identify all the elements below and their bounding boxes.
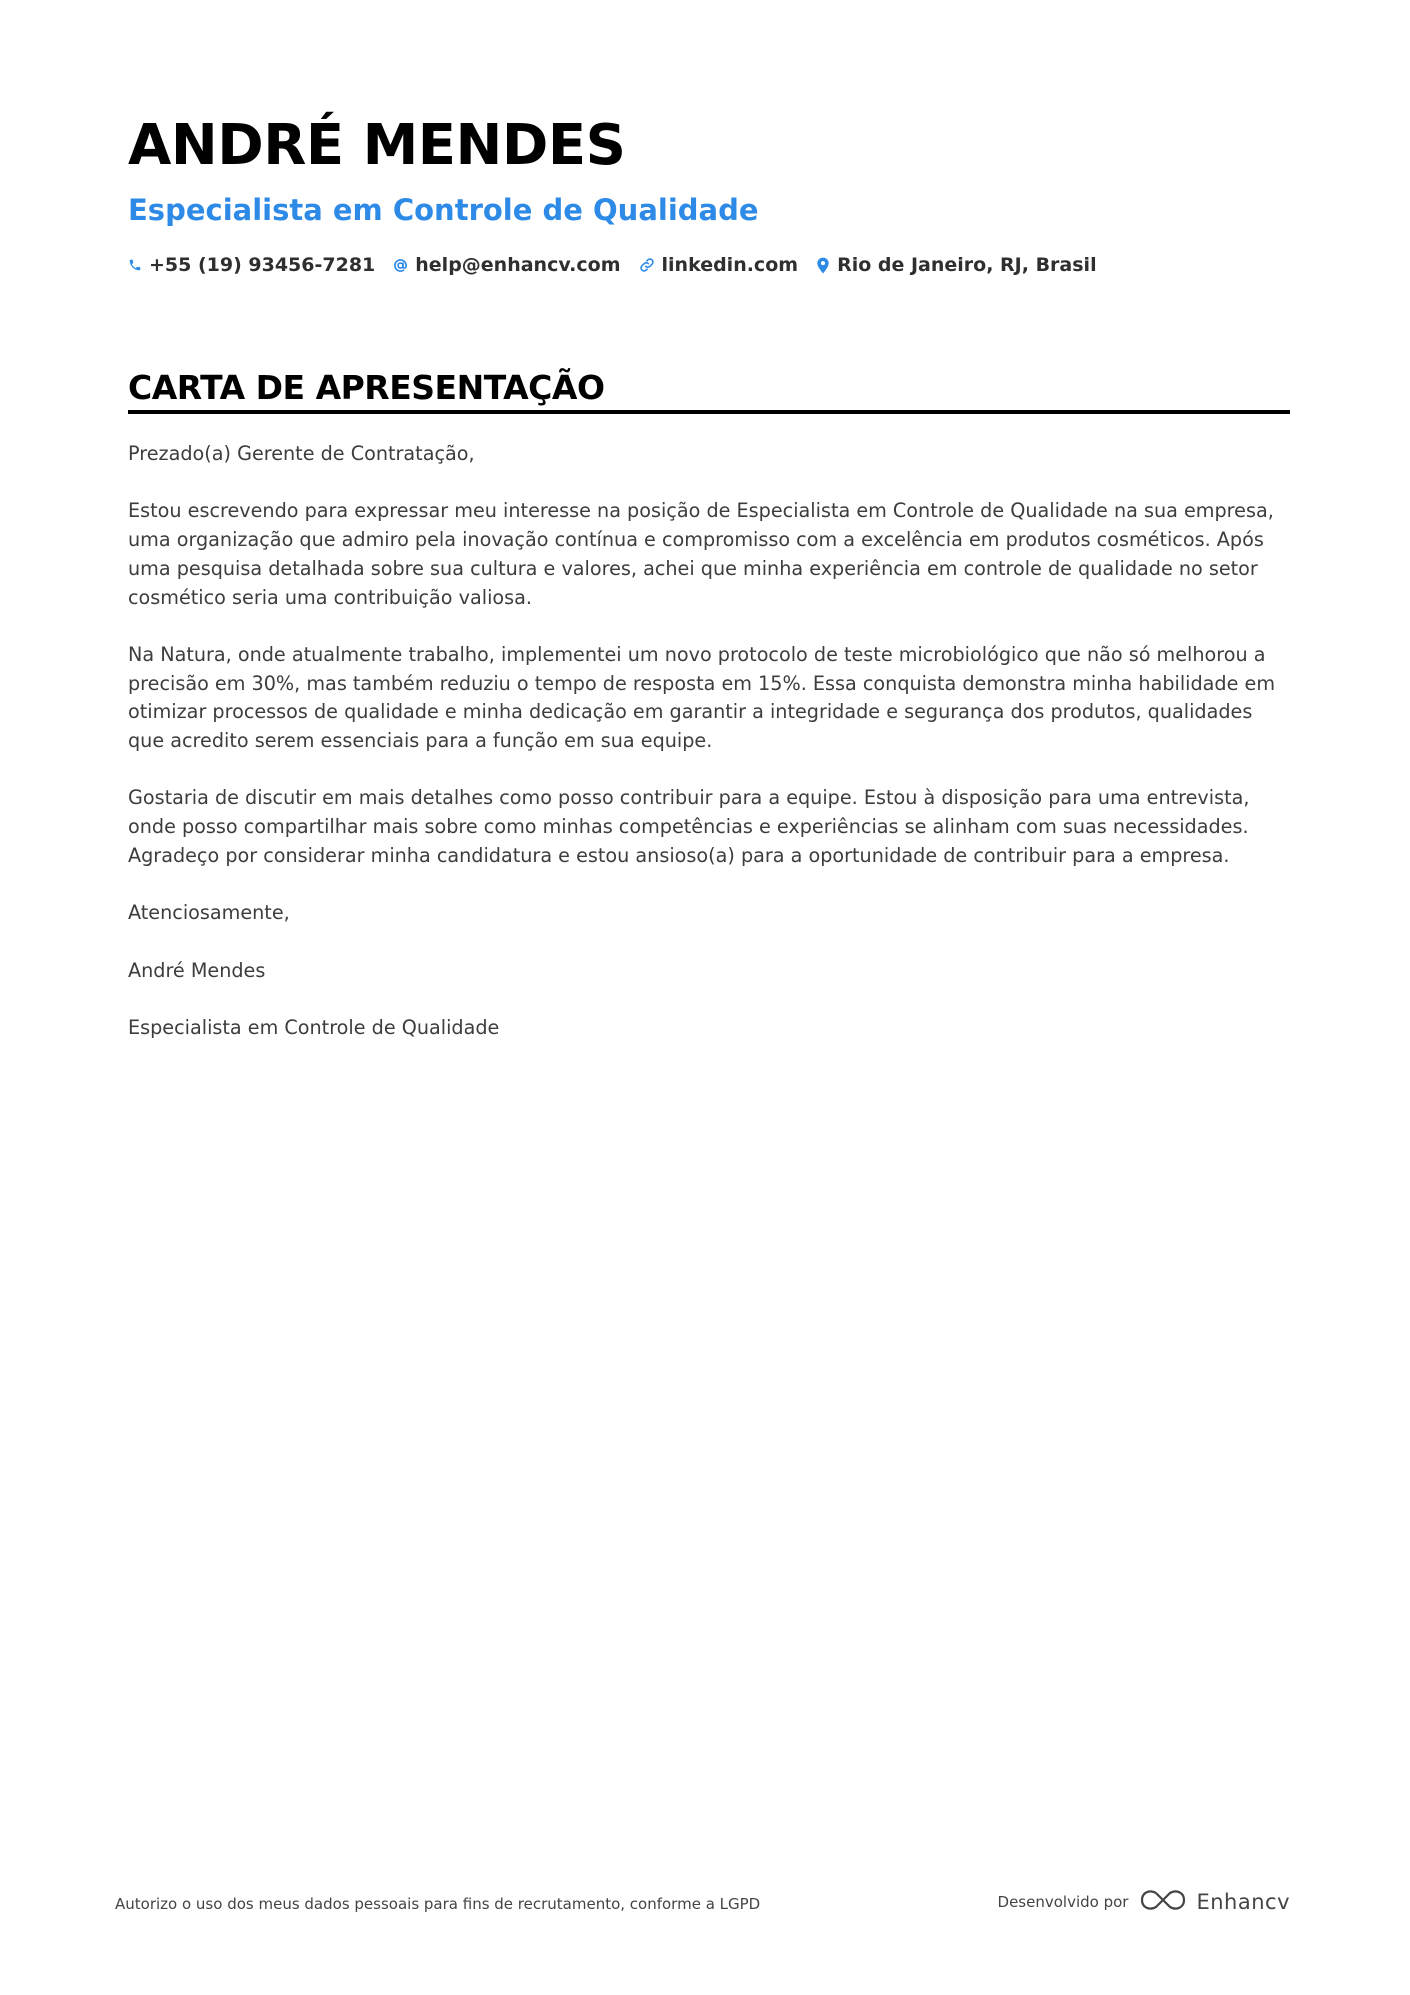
phone-text: +55 (19) 93456-7281 — [149, 254, 376, 276]
linkedin-text: linkedin.com — [661, 254, 799, 276]
letter-closing: Atenciosamente, — [128, 901, 290, 925]
phone-icon — [128, 258, 142, 272]
letter-paragraph: Na Natura, onde atualmente trabalho, implementei um novo protocolo de teste microbiológico que não só melhorou a precisão em 30%, mas também reduziu o tempo de resposta em 15%. Essa conquista demonstra minha habilidade em otimizar processos de qualidade e minha dedicação em garantir a integridade e segurança dos produtos, qualidades que acredito serem essenciais para a função em sua equipe. — [128, 642, 1276, 752]
footer-powered-by[interactable] — [998, 1888, 1290, 1916]
signature-title: Especialista em Controle de Qualidade — [128, 1015, 500, 1039]
letter-paragraph: Gostaria de discutir em mais detalhes como posso contribuir para a equipe. Estou à disposição para uma entrevista, onde posso compartilhar mais sobre como minhas competências e experiências se alinham com suas necessidades. Agradeço por considerar minha candidatura e estou ansioso(a) para a oportunidade de contribuir para a empresa. — [128, 786, 1250, 867]
letter-body — [128, 440, 1290, 1071]
brand-name: Enhancv — [1196, 1890, 1290, 1914]
contact-linkedin[interactable] — [639, 254, 799, 276]
location-text: Rio de Janeiro, RJ, Brasil — [837, 254, 1097, 276]
section-divider — [128, 410, 1290, 414]
contact-bar — [128, 254, 1097, 276]
brand-logo[interactable] — [1140, 1888, 1290, 1916]
enhancv-logo-icon — [1140, 1888, 1186, 1916]
map-pin-icon — [816, 257, 830, 274]
signature-name: André Mendes — [128, 958, 266, 982]
footer-consent: Autorizo o uso dos meus dados pessoais para fins de recrutamento, conforme a LGPD — [115, 1895, 761, 1913]
letter-paragraph: Estou escrevendo para expressar meu interesse na posição de Especialista em Controle de Qualidade na sua empresa, uma organização que admiro pela inovação contínua e compromisso com a excelência em produtos cosméticos. Após uma pesquisa detalhada sobre sua cultura e valores, achei que minha experiência em controle de qualidade no setor cosmético seria uma contribuição valiosa. — [128, 499, 1274, 609]
candidate-name: ANDRÉ MENDES — [128, 113, 626, 178]
email-text: help@enhancv.com — [415, 254, 621, 276]
contact-email[interactable] — [393, 254, 620, 276]
candidate-title: Especialista em Controle de Qualidade — [128, 193, 759, 227]
at-sign-icon — [393, 258, 408, 273]
powered-by-label: Desenvolvido por — [997, 1893, 1129, 1911]
letter-greeting: Prezado(a) Gerente de Contratação, — [128, 442, 475, 465]
contact-phone[interactable] — [128, 254, 375, 276]
contact-location — [816, 254, 1097, 276]
link-icon — [639, 257, 655, 273]
section-title: CARTA DE APRESENTAÇÃO — [128, 368, 605, 407]
